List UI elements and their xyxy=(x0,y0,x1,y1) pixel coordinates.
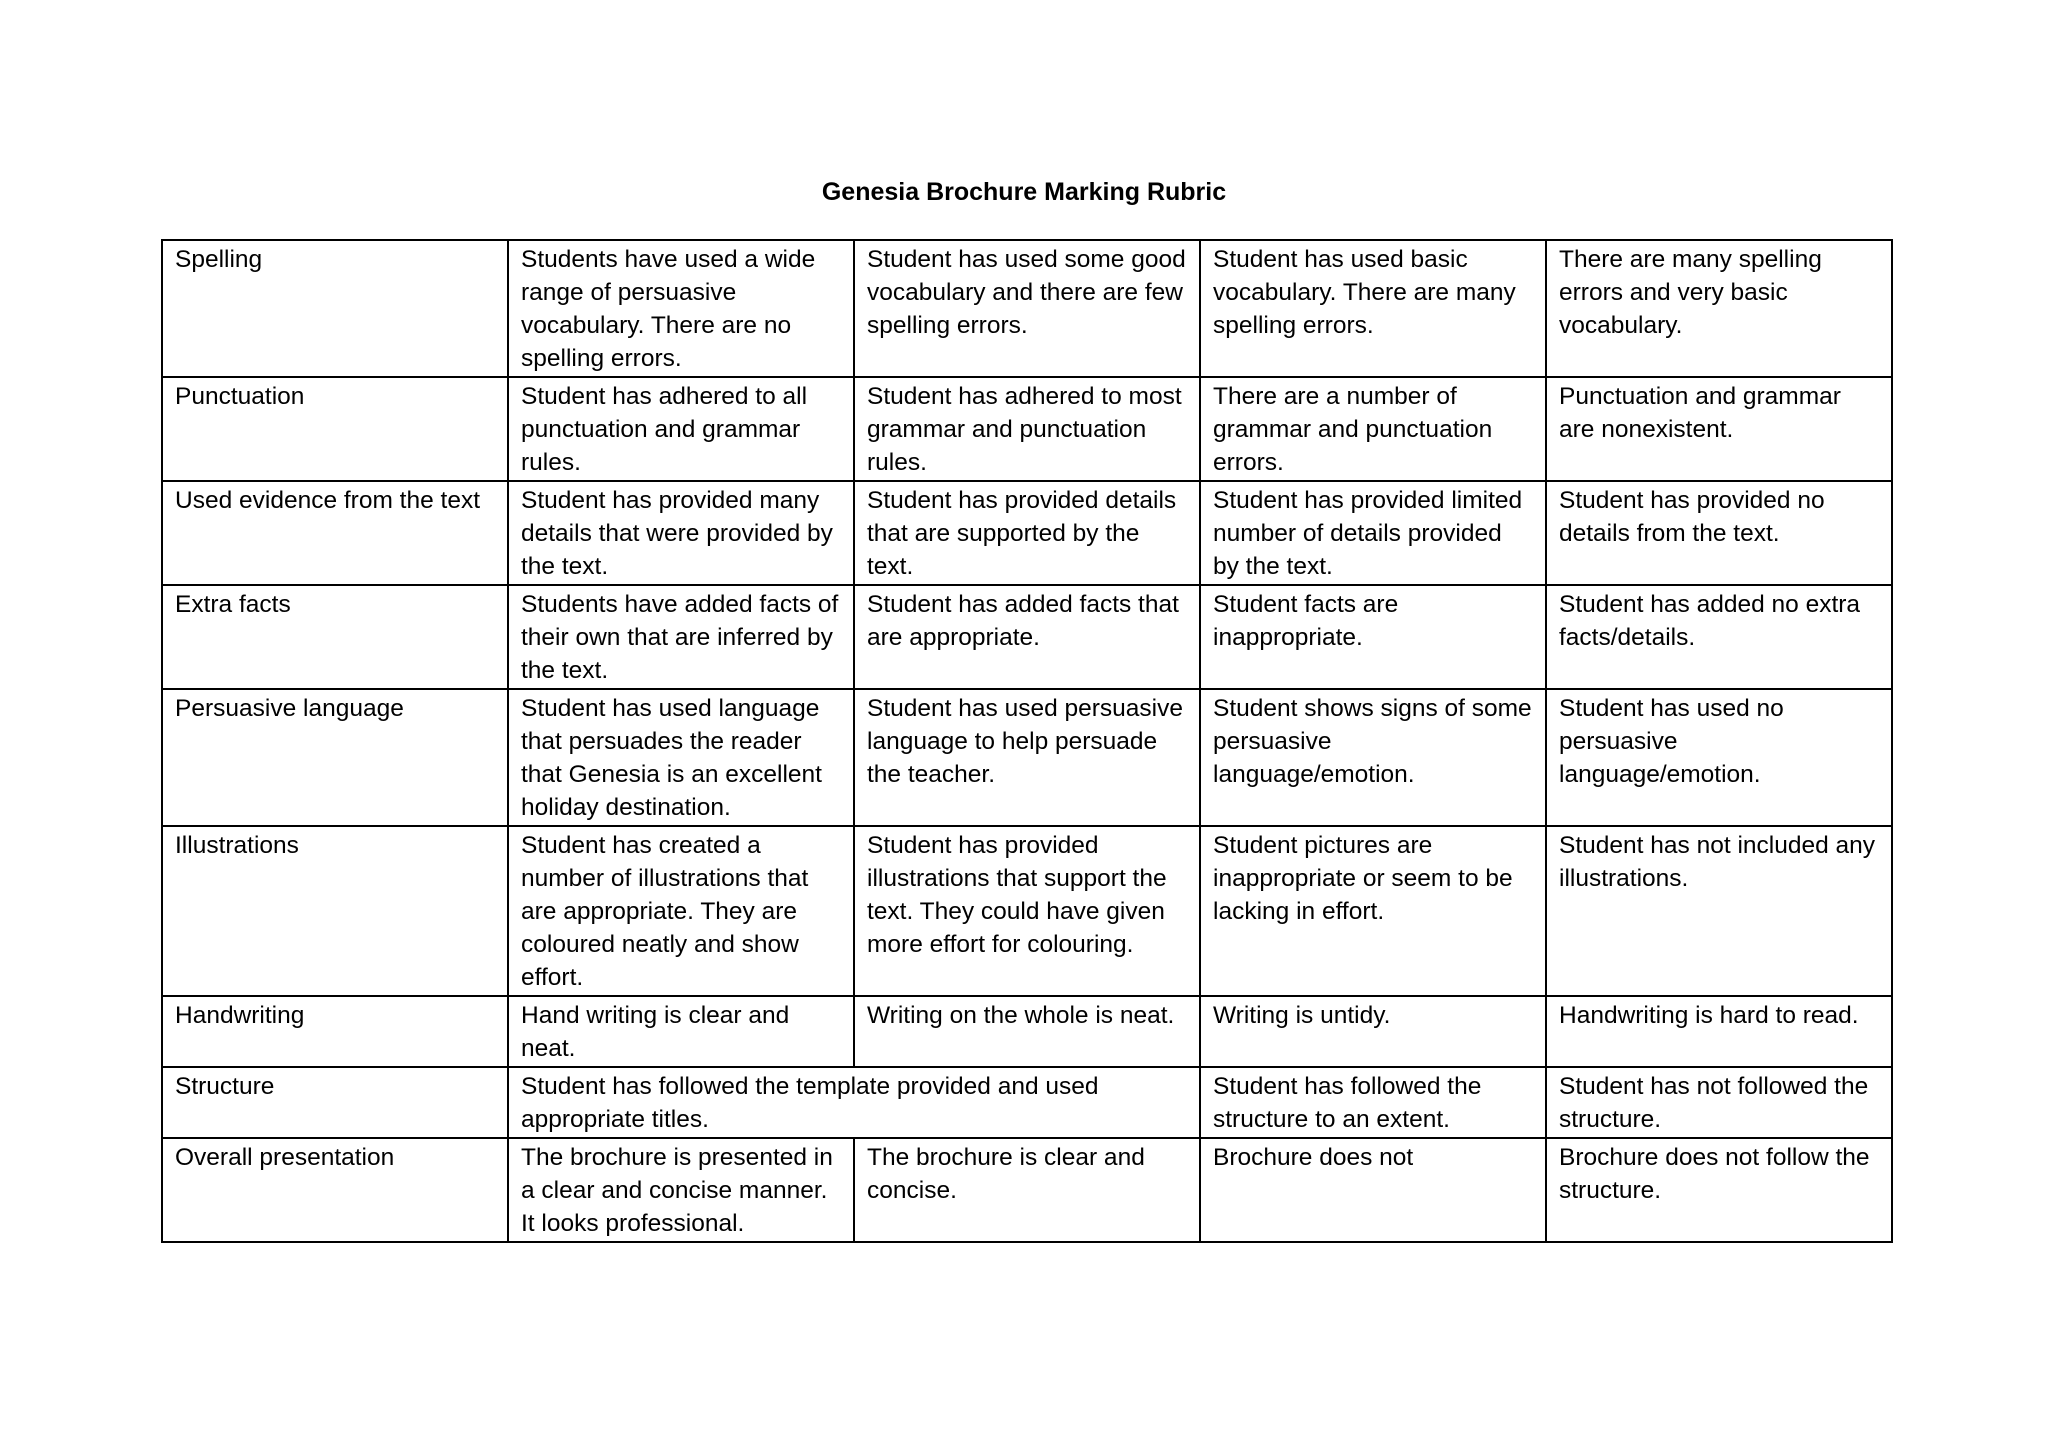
table-row xyxy=(162,481,1892,585)
criterion-cell: Spelling xyxy=(162,240,508,377)
criterion-cell: Overall presentation xyxy=(162,1138,508,1242)
descriptor-cell: Student has used language that persuades the reader that Genesia is an excellent holiday destination. xyxy=(508,689,854,826)
table-row xyxy=(162,996,1892,1067)
descriptor-cell: Student has provided details that are supported by the text. xyxy=(854,481,1200,585)
table-row xyxy=(162,1138,1892,1242)
rubric-body xyxy=(162,240,1892,1242)
rubric-table xyxy=(161,239,1893,1243)
table-row xyxy=(162,1067,1892,1138)
descriptor-cell: Student has adhered to all punctuation and grammar rules. xyxy=(508,377,854,481)
descriptor-cell: Handwriting is hard to read. xyxy=(1546,996,1892,1067)
descriptor-cell: Student has used persuasive language to help persuade the teacher. xyxy=(854,689,1200,826)
descriptor-cell: Student has adhered to most grammar and punctuation rules. xyxy=(854,377,1200,481)
descriptor-cell: Student has provided illustrations that support the text. They could have given more effort for colouring. xyxy=(854,826,1200,996)
descriptor-cell: Student has created a number of illustrations that are appropriate. They are coloured neatly and show effort. xyxy=(508,826,854,996)
descriptor-cell: Brochure does not xyxy=(1200,1138,1546,1242)
descriptor-cell: Student has added facts that are appropriate. xyxy=(854,585,1200,689)
table-row xyxy=(162,689,1892,826)
descriptor-cell: Student facts are inappropriate. xyxy=(1200,585,1546,689)
table-row xyxy=(162,826,1892,996)
descriptor-cell: There are a number of grammar and punctuation errors. xyxy=(1200,377,1546,481)
descriptor-cell: Hand writing is clear and neat. xyxy=(508,996,854,1067)
criterion-cell: Used evidence from the text xyxy=(162,481,508,585)
descriptor-cell: Student has added no extra facts/details. xyxy=(1546,585,1892,689)
table-row xyxy=(162,240,1892,377)
descriptor-cell: Student has used basic vocabulary. There are many spelling errors. xyxy=(1200,240,1546,377)
descriptor-cell: Student has not followed the structure. xyxy=(1546,1067,1892,1138)
table-row xyxy=(162,377,1892,481)
descriptor-cell: Student has not included any illustrations. xyxy=(1546,826,1892,996)
descriptor-cell: Student has provided limited number of details provided by the text. xyxy=(1200,481,1546,585)
descriptor-cell: Student has used no persuasive language/emotion. xyxy=(1546,689,1892,826)
descriptor-cell: Brochure does not follow the structure. xyxy=(1546,1138,1892,1242)
criterion-cell: Punctuation xyxy=(162,377,508,481)
criterion-cell: Persuasive language xyxy=(162,689,508,826)
descriptor-cell: Student has provided many details that were provided by the text. xyxy=(508,481,854,585)
descriptor-cell: The brochure is presented in a clear and concise manner. It looks professional. xyxy=(508,1138,854,1242)
descriptor-cell: Student pictures are inappropriate or seem to be lacking in effort. xyxy=(1200,826,1546,996)
descriptor-cell: Student has followed the structure to an extent. xyxy=(1200,1067,1546,1138)
criterion-cell: Extra facts xyxy=(162,585,508,689)
criterion-cell: Handwriting xyxy=(162,996,508,1067)
descriptor-cell: Student shows signs of some persuasive language/emotion. xyxy=(1200,689,1546,826)
page-title: Genesia Brochure Marking Rubric xyxy=(821,178,1227,206)
descriptor-cell: Students have used a wide range of persuasive vocabulary. There are no spelling errors. xyxy=(508,240,854,377)
table-row xyxy=(162,585,1892,689)
criterion-cell: Illustrations xyxy=(162,826,508,996)
descriptor-cell: Writing on the whole is neat. xyxy=(854,996,1200,1067)
criterion-cell: Structure xyxy=(162,1067,508,1138)
descriptor-cell: Student has followed the template provided and used appropriate titles. xyxy=(508,1067,1200,1138)
descriptor-cell: Writing is untidy. xyxy=(1200,996,1546,1067)
descriptor-cell: The brochure is clear and concise. xyxy=(854,1138,1200,1242)
descriptor-cell: Punctuation and grammar are nonexistent. xyxy=(1546,377,1892,481)
descriptor-cell: There are many spelling errors and very basic vocabulary. xyxy=(1546,240,1892,377)
descriptor-cell: Student has provided no details from the text. xyxy=(1546,481,1892,585)
descriptor-cell: Students have added facts of their own that are inferred by the text. xyxy=(508,585,854,689)
descriptor-cell: Student has used some good vocabulary and there are few spelling errors. xyxy=(854,240,1200,377)
